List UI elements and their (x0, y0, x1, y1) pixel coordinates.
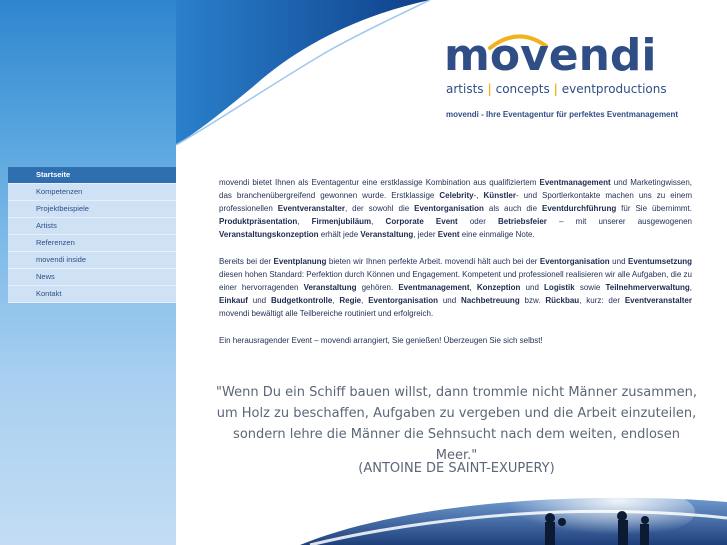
main-navigation (8, 167, 176, 303)
keyword-text: Regie (339, 296, 362, 305)
nav-item-movendi-inside[interactable]: movendi inside (8, 252, 176, 269)
keyword-text: Rückbau (545, 296, 580, 305)
tagline-artists: artists (446, 82, 484, 96)
quote-line: sondern lehre die Männer die Sehnsucht nach dem weiten, endlosen Meer." (233, 427, 680, 463)
body-text: , (361, 296, 369, 305)
body-text: und Marketingwissen, das branchenübergreifend gewonnen wurde. Erstklassige (219, 178, 693, 200)
body-text: und (609, 257, 628, 266)
nav-item-artists[interactable]: Artists (8, 218, 176, 235)
keyword-text: Event (437, 230, 460, 239)
quote-line: "Wenn Du ein Schiff bauen willst, dann trommle nicht Männer zusammen, (216, 385, 697, 400)
body-text: , (371, 217, 386, 226)
body-text: movendi bewältigt alle Teilbereiche routiniert und erfolgreich. (219, 309, 434, 318)
body-text: , jeder (413, 230, 438, 239)
logo-wordmark: movendi (444, 30, 657, 81)
keyword-text: Nachbetreuung (461, 296, 520, 305)
nav-item-news[interactable]: News (8, 269, 176, 286)
body-text: und (247, 296, 271, 305)
keyword-text: Eventorganisation (539, 257, 610, 266)
body-text: – mit unserer ausgewogenen (546, 217, 692, 226)
tagline-concepts: concepts (495, 82, 550, 96)
event-stage-image (300, 480, 727, 545)
keyword-text: Corporate Event (385, 217, 458, 226)
keyword-text: Celebrity (439, 191, 474, 200)
keyword-text: Einkauf (219, 296, 248, 305)
body-text: , der sowohl die (344, 204, 415, 213)
body-text: gehören. (356, 283, 399, 292)
body-text: , (689, 283, 693, 292)
keyword-text: Eventdurchführung (542, 204, 617, 213)
body-text: für Sie übernimmt. (616, 204, 692, 213)
body-text: Bereits bei der (219, 257, 274, 266)
body-text: sowie (574, 283, 606, 292)
services-paragraph (219, 255, 692, 320)
keyword-text: Eventveranstalter (624, 296, 692, 305)
body-text: , kurz: der (579, 296, 625, 305)
keyword-text: Eventumsetzung (627, 257, 692, 266)
keyword-text: Künstler (483, 191, 516, 200)
movendi-logo[interactable] (444, 30, 724, 105)
keyword-text: Eventplanung (273, 257, 327, 266)
nav-item-projektbeispiele[interactable]: Projektbeispiele (8, 201, 176, 218)
body-text: diesen hohen Standard: Perfektion durch Können und Engagement. Kompetent und professionell realisieren wir alle Aufgaben, die zu einer hervorragenden (219, 270, 692, 292)
body-text: als auch die (483, 204, 542, 213)
nav-item-kontakt[interactable]: Kontakt (8, 286, 176, 303)
body-text: und (520, 283, 545, 292)
body-text: oder (457, 217, 498, 226)
keyword-text: Firmenjubiläum (311, 217, 372, 226)
intro-paragraph (219, 176, 692, 241)
quote-line: um Holz zu beschaffen, Aufgaben zu vergeben und die Arbeit einzuteilen, (216, 406, 697, 421)
quote-author: (ANTOINE DE SAINT-EXUPERY) (358, 461, 555, 476)
body-text: -, (473, 191, 484, 200)
keyword-text: Budgetkontrolle (270, 296, 333, 305)
body-text: erhält jede (318, 230, 361, 239)
logo-tagline: artists | concepts | eventproductions (446, 82, 667, 96)
keyword-text: Veranstaltungskonzeption (219, 230, 319, 239)
keyword-text: Eventmanagement (398, 283, 470, 292)
keyword-text: Teilnehmerverwaltung (605, 283, 690, 292)
keyword-text: Eventorganisation (368, 296, 438, 305)
quote-block (214, 382, 699, 466)
keyword-text: Eventmanagement (539, 178, 611, 187)
keyword-text: Eventveranstalter (277, 204, 345, 213)
nav-item-kompetenzen[interactable]: Kompetenzen (8, 184, 176, 201)
keyword-text: Veranstaltung (360, 230, 414, 239)
keyword-text: Eventorganisation (414, 204, 484, 213)
main-content (219, 176, 692, 361)
nav-item-startseite[interactable]: Startseite (8, 167, 176, 184)
body-text: , (469, 283, 477, 292)
body-text: eine einmalige Note. (459, 230, 535, 239)
keyword-text: Betriebsfeier (498, 217, 547, 226)
keyword-text: Logistik (544, 283, 575, 292)
body-text: movendi bietet Ihnen als Eventagentur eine erstklassige Kombination aus qualifiziertem (219, 178, 540, 187)
body-text: , (297, 217, 312, 226)
body-text: , (332, 296, 340, 305)
site-subtitle: movendi - Ihre Eventagentur für perfektes Eventmanagement (446, 110, 679, 119)
nav-item-referenzen[interactable]: Referenzen (8, 235, 176, 252)
body-text: bieten wir Ihnen perfekte Arbeit. movendi hält auch bei der (326, 257, 540, 266)
body-text: bzw. (519, 296, 546, 305)
keyword-text: Konzeption (476, 283, 521, 292)
keyword-text: Produktpräsentation (219, 217, 298, 226)
body-text: - und Sportlerkontakte machen uns zu einem professionellen (219, 191, 693, 213)
body-text: und (438, 296, 462, 305)
tagline-eventproductions: eventproductions (561, 82, 667, 96)
closing-paragraph: Ein herausragender Event – movendi arrangiert, Sie genießen! Überzeugen Sie sich selbst! (219, 336, 543, 345)
keyword-text: Veranstaltung (303, 283, 357, 292)
